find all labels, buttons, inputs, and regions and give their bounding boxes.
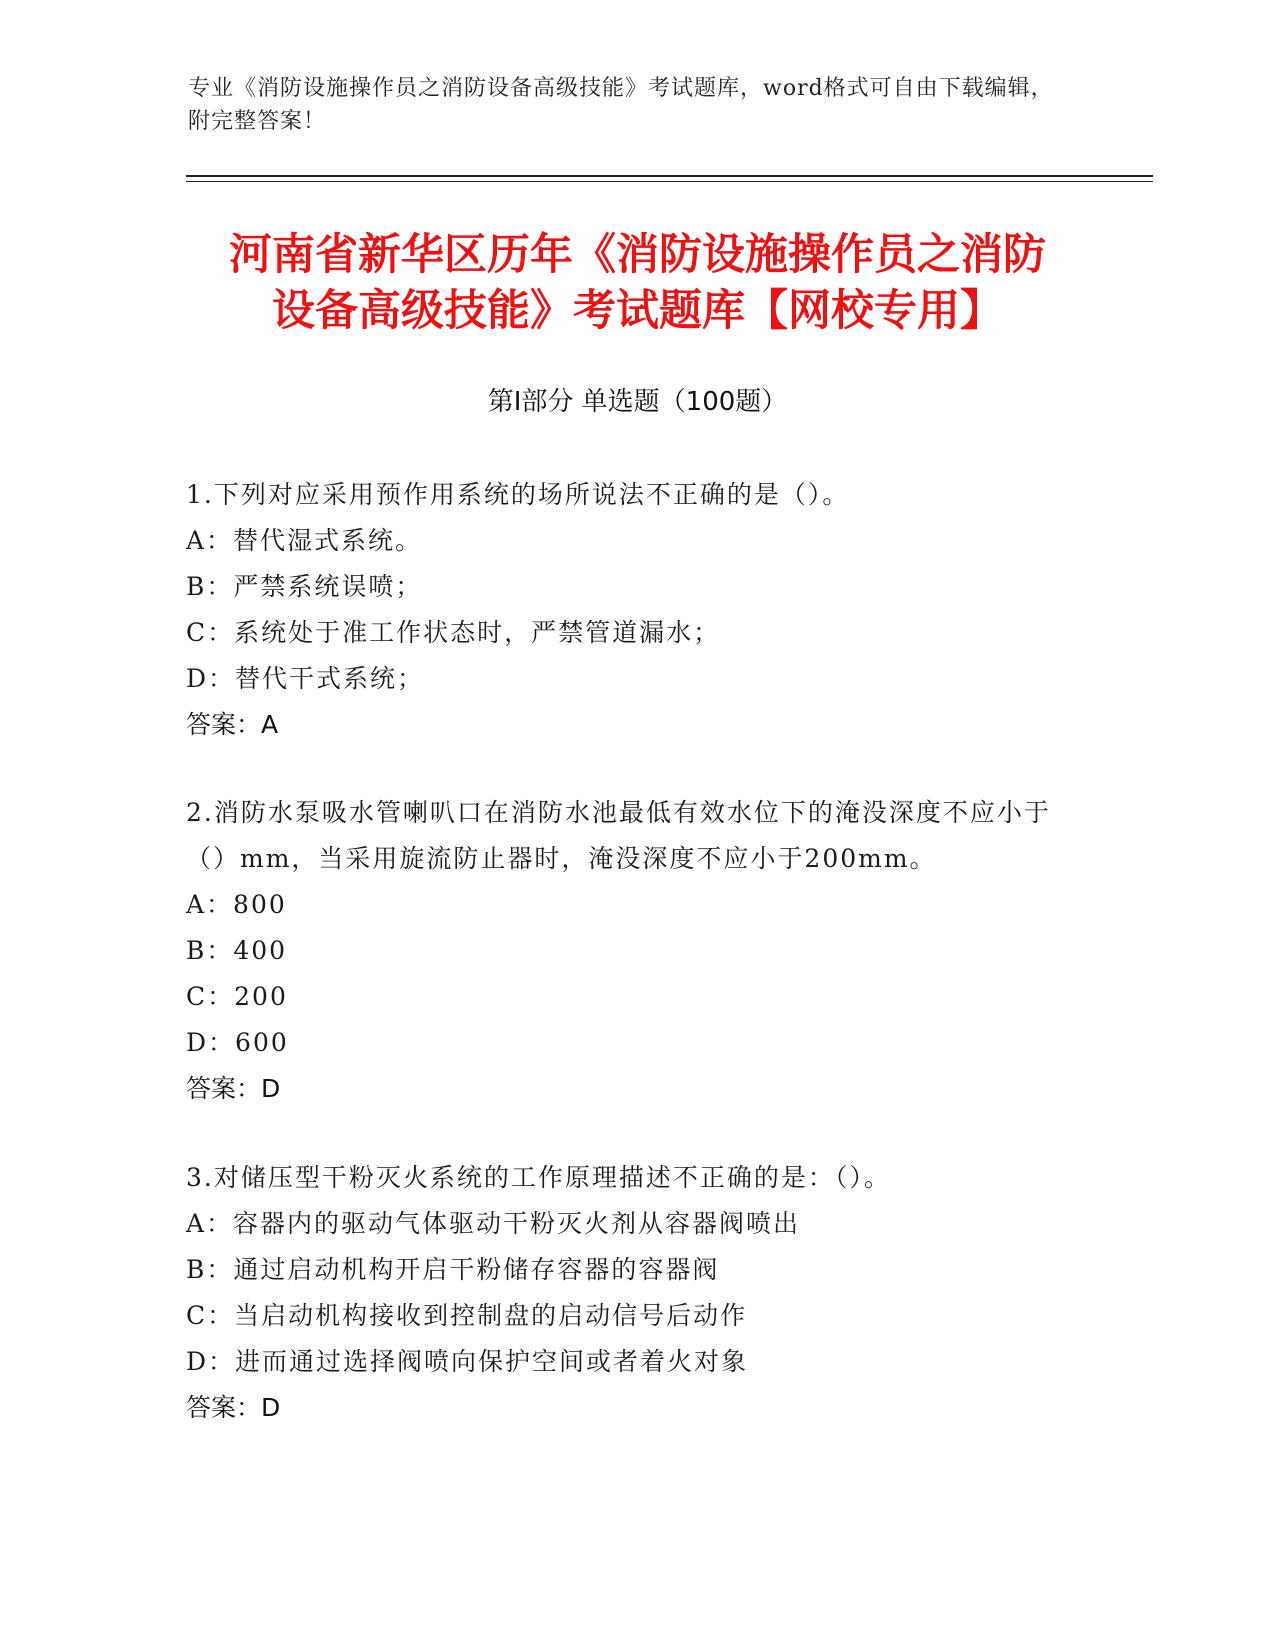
document-title-line-2: 设备高级技能》考试题库【网校专用】: [272, 286, 1003, 336]
answer-label: 答案：D: [186, 1393, 281, 1422]
option-a: A：替代湿式系统。: [186, 526, 423, 555]
question-3: [186, 1155, 1086, 1431]
option-d: D：600: [186, 1028, 289, 1057]
option-d: D：替代干式系统；: [186, 664, 425, 693]
question-stem: 3.对储压型干粉灭火系统的工作原理描述不正确的是：（）。: [186, 1163, 891, 1192]
option-a: A：800: [186, 890, 287, 919]
option-b: B：400: [186, 936, 288, 965]
header-divider-thin: [186, 181, 1153, 182]
answer-label: 答案：A: [186, 710, 279, 739]
question-1: [186, 472, 1086, 748]
option-c: C：当启动机构接收到控制盘的启动信号后动作: [186, 1301, 748, 1330]
option-c: C：系统处于准工作状态时，严禁管道漏水；: [186, 618, 721, 647]
answer-label: 答案：D: [186, 1074, 281, 1103]
option-d: D：进而通过选择阀喷向保护空间或者着火对象: [186, 1347, 749, 1376]
option-a: A：容器内的驱动气体驱动干粉灭火剂从容器阀喷出: [186, 1209, 801, 1238]
question-2: [186, 790, 1086, 1112]
question-stem: 2.消防水泵吸水管喇叭口在消防水池最低有效水位下的淹没深度不应小于（）mm，当采用旋流防止器时，淹没深度不应小于200mm。: [186, 798, 1051, 873]
header-divider-thick: [186, 175, 1153, 177]
option-b: B：严禁系统误喷；: [186, 572, 423, 601]
header-note: 专业《消防设施操作员之消防设备高级技能》考试题库，word格式可自由下载编辑，附完整答案！: [188, 76, 1054, 134]
document-title-line-1: 河南省新华区历年《消防设施操作员之消防: [229, 230, 1046, 280]
document-title: [170, 227, 1105, 339]
section-heading: 第Ⅰ部分 单选题（100题）: [487, 387, 788, 417]
option-c: C：200: [186, 982, 288, 1011]
question-stem: 1.下列对应采用预作用系统的场所说法不正确的是（）。: [186, 480, 850, 509]
option-b: B：通过启动机构开启干粉储存容器的容器阀: [186, 1255, 720, 1284]
